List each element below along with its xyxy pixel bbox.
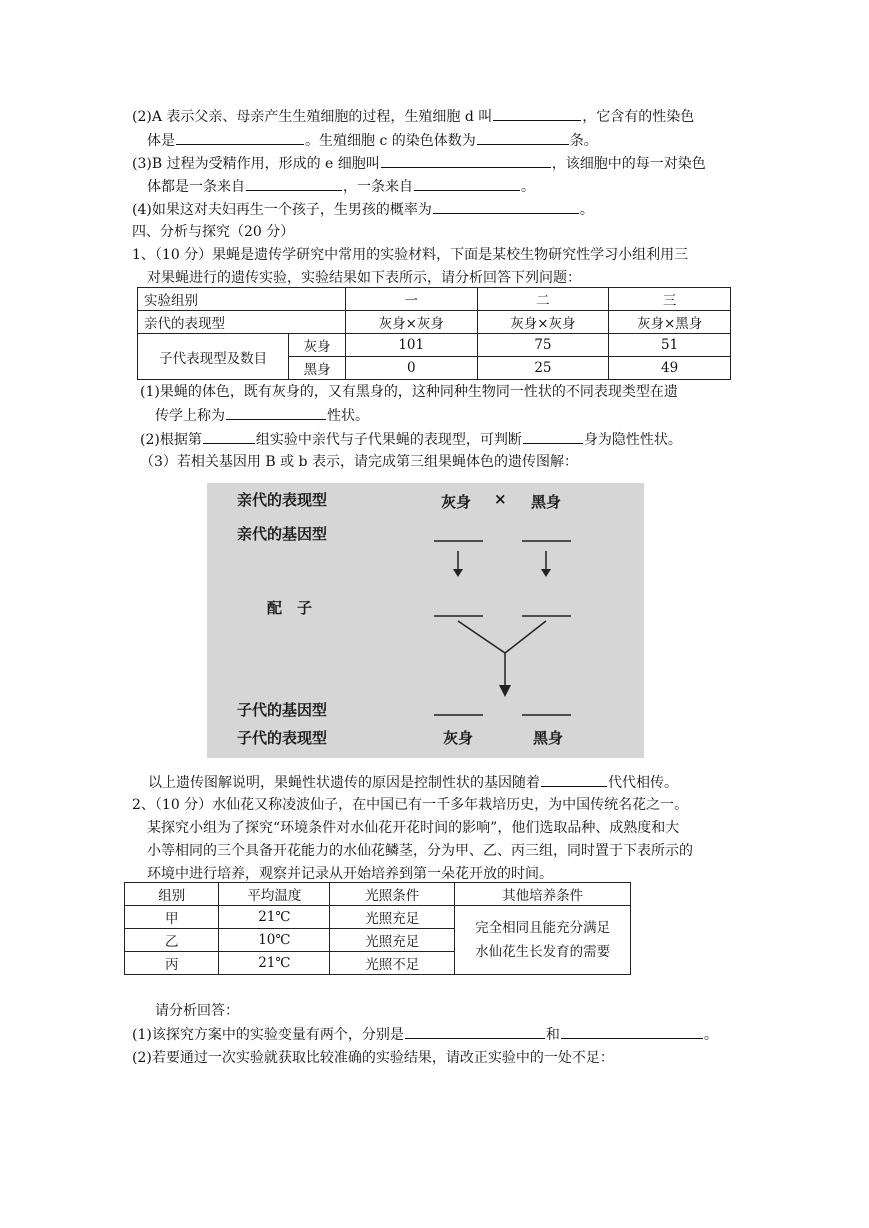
question-2-intro-line-2: 某探究小组为了探究“环境条件对水仙花开花时间的影响”，他们选取品种、成熟度和大 [147, 820, 680, 836]
question-1-intro-line-1: 1、（10 分）果蝇是遗传学研究中常用的实验材料，下面是某校生物研究性学习小组利用三 [132, 247, 689, 263]
table-cell: 0 [345, 357, 477, 380]
diagram-label: 亲代的基因型 [237, 525, 328, 543]
answer-blank[interactable] [176, 130, 304, 145]
arrow-right-head [541, 569, 551, 577]
question-1-2: (2)根据第 组实验中亲代与子代果蝇的表现型，可判断 身为隐性性状。 [140, 429, 682, 450]
question-1-1-line-2: 传学上称为 性状。 [155, 405, 369, 426]
table-header-cell: 组别 [125, 883, 219, 906]
table-cell: 25 [477, 357, 609, 380]
table-header-cell: 平均温度 [219, 883, 330, 906]
table-cell: 光照不足 [330, 952, 455, 975]
question-1-1-line-1: (1)果蝇的体色，既有灰身的，又有黑身的，这种同种生物同一性状的不同表现类型在遗 [140, 384, 678, 400]
table-cell: 甲 [125, 906, 219, 929]
table-cell: 灰身×灰身 [477, 311, 609, 334]
table-header-cell: 三 [609, 288, 731, 311]
question-1-intro-line-2: 对果蝇进行的遗传实验，实验结果如下表所示，请分析回答下列问题： [147, 270, 581, 286]
narcissus-experiment-table [124, 882, 631, 975]
table-row-label: 子代表现型及数目 [138, 334, 289, 380]
arrow-down-head [499, 685, 511, 697]
question-1-3: （3）若相关基因用 B 或 b 表示，请完成第三组果蝇体色的遗传图解： [140, 454, 578, 470]
table-header-cell: 二 [477, 288, 609, 311]
answer-blank[interactable] [381, 153, 551, 168]
question-3-2-line-1: (2)A 表示父亲、母亲产生生殖细胞的过程，生殖细胞 d 叫 ，它含有的性染色 [132, 106, 694, 127]
answer-blank[interactable] [433, 199, 579, 214]
diagram-label: 亲代的表现型 [237, 491, 328, 509]
fruitfly-results-table [137, 287, 731, 380]
table-header-cell: 光照条件 [330, 883, 455, 906]
answer-blank[interactable] [561, 1024, 703, 1039]
diagram-label: 黑身 [533, 729, 564, 747]
section-heading: 四、分析与探究（20 分） [132, 224, 295, 240]
table-cell: 101 [345, 334, 477, 357]
diagram-label: 子代的表现型 [237, 729, 328, 747]
table-header-cell: 其他培养条件 [455, 883, 631, 906]
table-cell: 51 [609, 334, 731, 357]
table-header-cell: 一 [345, 288, 477, 311]
merged-conditions-cell [455, 906, 631, 975]
answer-blank[interactable] [226, 405, 326, 420]
question-3-3-line-1: (3)B 过程为受精作用，形成的 e 细胞叫 ，该细胞中的每一对染色 [132, 153, 706, 174]
diagram-label: 子代的基因型 [237, 701, 328, 719]
diagram-label: 配 子 [267, 599, 313, 617]
table-cell: 灰身 [289, 334, 346, 357]
answer-blank[interactable] [246, 176, 342, 191]
fertilization-line-right [505, 621, 546, 653]
merged-conditions-line: 水仙花生长发育的需要 [475, 944, 611, 960]
table-cell: 10℃ [219, 929, 330, 952]
question-2-prompt: 请分析回答： [155, 1003, 239, 1019]
answer-blank[interactable] [477, 130, 569, 145]
question-2-intro-line-1: 2、（10 分）水仙花又称凌波仙子，在中国已有一千多年栽培历史，为中国传统名花之一。 [132, 797, 689, 813]
question-1-conclusion: 以上遗传图解说明，果蝇性状遗传的原因是控制性状的基因随着 代代相传。 [148, 772, 678, 793]
question-2-2: (2)若要通过一次实验就获取比较准确的实验结果，请改正实验中的一处不足： [132, 1050, 614, 1066]
table-cell: 灰身×黑身 [609, 311, 731, 334]
answer-blank[interactable] [523, 429, 583, 444]
diagram-label: 灰身 [441, 493, 472, 511]
table-cell: 乙 [125, 929, 219, 952]
fertilization-line-left [458, 621, 505, 653]
arrow-left-head [453, 569, 463, 577]
question-3-4: (4)如果这对夫妇再生一个孩子，生男孩的概率为 。 [132, 199, 594, 220]
table-cell: 灰身×灰身 [345, 311, 477, 334]
table-cell: 丙 [125, 952, 219, 975]
answer-blank[interactable] [203, 429, 255, 444]
cross-symbol: × [494, 490, 507, 508]
table-cell: 黑身 [289, 357, 346, 380]
table-cell: 49 [609, 357, 731, 380]
table-cell: 光照充足 [330, 929, 455, 952]
table-cell: 75 [477, 334, 609, 357]
question-2-1: (1)该探究方案中的实验变量有两个，分别是 和 。 [132, 1024, 718, 1045]
table-row-label: 亲代的表现型 [138, 311, 346, 334]
diagram-label: 灰身 [443, 729, 474, 747]
question-3-3-line-2: 体都是一条来自 ，一条来自 。 [147, 176, 535, 197]
table-cell: 21℃ [219, 906, 330, 929]
question-2-intro-line-3: 小等相同的三个具备开花能力的水仙花鳞茎，分为甲、乙、丙三组，同时置于下表所示的 [147, 843, 693, 859]
table-cell: 21℃ [219, 952, 330, 975]
answer-blank[interactable] [414, 176, 520, 191]
answer-blank[interactable] [493, 106, 581, 121]
table-header-cell: 实验组别 [138, 288, 346, 311]
question-3-2-line-2: 体是 。生殖细胞 c 的染色体数为 条。 [147, 130, 598, 151]
table-cell: 光照充足 [330, 906, 455, 929]
question-2-intro-line-4: 环境中进行培养，观察并记录从开始培养到第一朵花开放的时间。 [147, 866, 553, 882]
merged-conditions-line: 完全相同且能充分满足 [475, 920, 611, 936]
answer-blank[interactable] [541, 772, 607, 787]
answer-blank[interactable] [405, 1024, 545, 1039]
diagram-label: 黑身 [531, 493, 562, 511]
genetic-cross-diagram [207, 483, 644, 758]
